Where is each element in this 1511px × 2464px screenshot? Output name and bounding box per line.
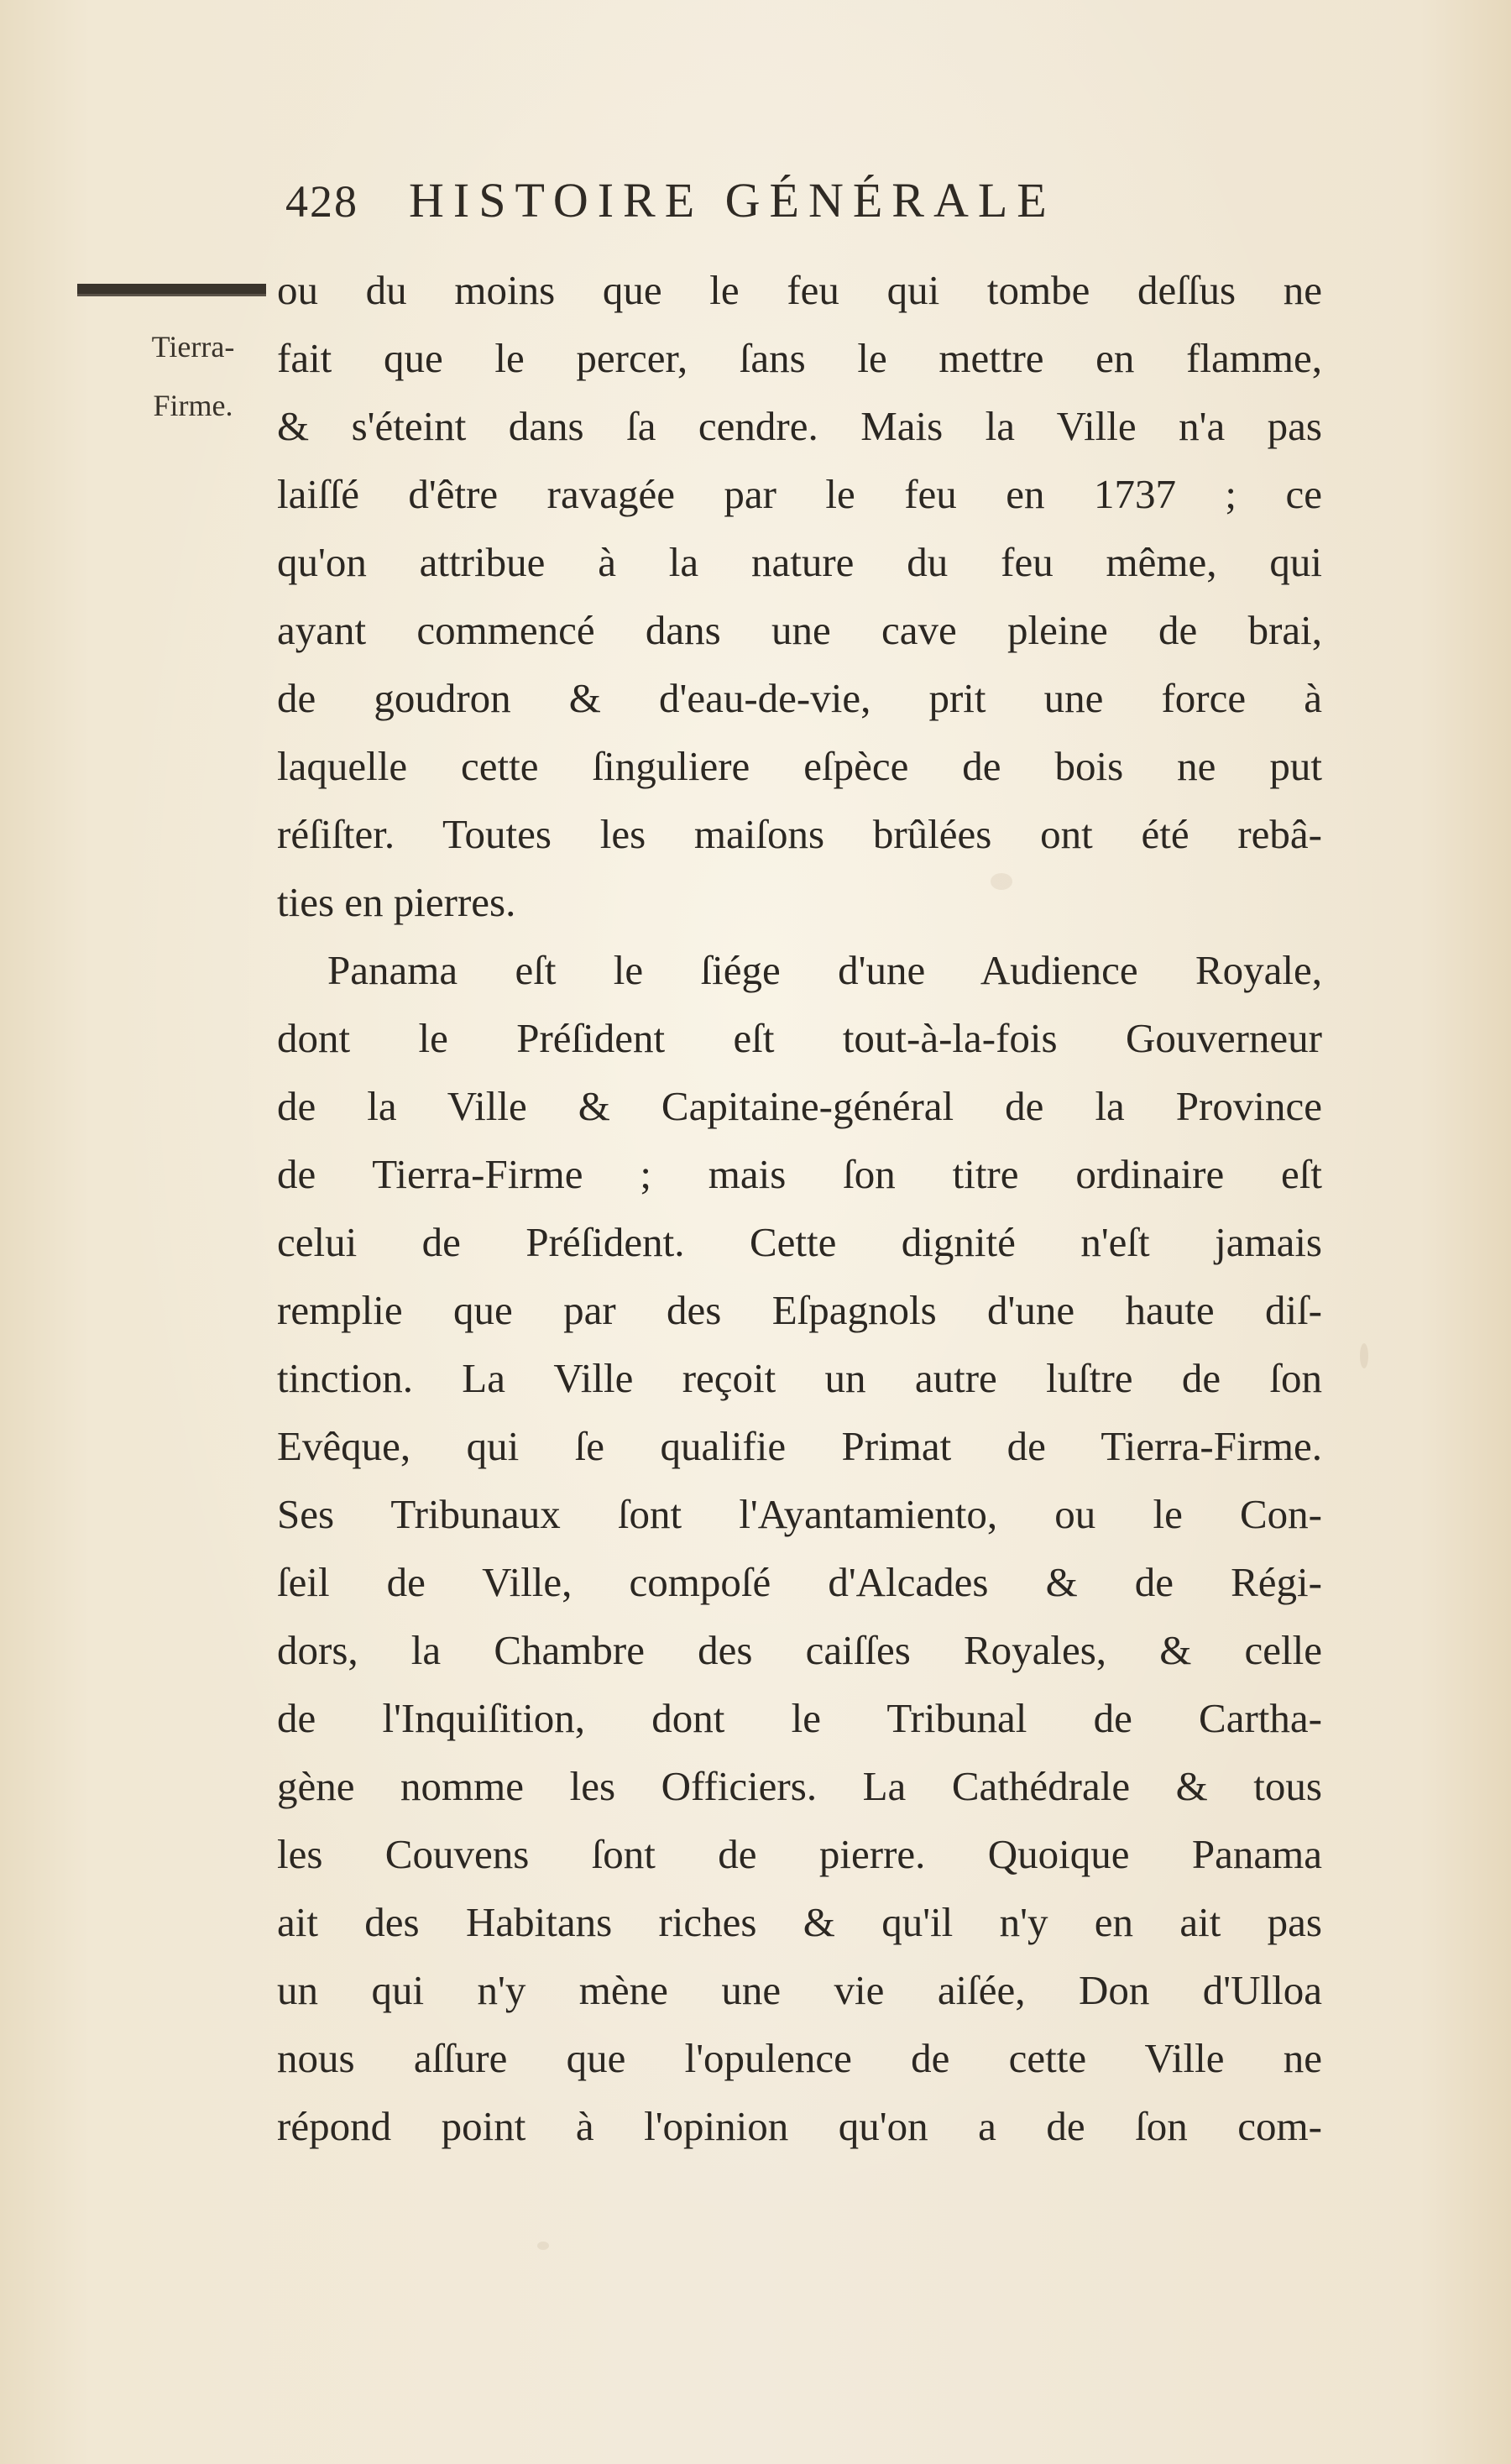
text-line: dors, la Chambre des caiſſes Royales, & celle <box>277 1627 1322 1673</box>
text-line: dont le Préſident eſt tout-à-la-fois Gouverneur <box>277 1015 1322 1061</box>
text-line: tinction. La Ville reçoit un autre luſtre de ſon <box>277 1355 1322 1401</box>
text-line: celui de Préſident. Cette dignité n'eſt jamais <box>277 1219 1322 1265</box>
margin-note-line: Tierra- <box>151 330 235 364</box>
paper-stain <box>1360 1343 1368 1368</box>
text-line: répond point à l'opinion qu'on a de ſon com- <box>277 2103 1322 2149</box>
paper-stain <box>537 2242 549 2250</box>
text-line: qu'on attribue à la nature du feu même, qui <box>277 539 1322 585</box>
text-line: Panama eſt le ſiége d'une Audience Royale, <box>327 947 1322 993</box>
text-line: nous aſſure que l'opulence de cette Ville ne <box>277 2035 1322 2081</box>
text-line: remplie que par des Eſpagnols d'une haute diſ- <box>277 1287 1322 1333</box>
text-line: réſiſter. Toutes les maiſons brûlées ont été rebâ- <box>277 811 1322 857</box>
text-line: de Tierra-Firme ; mais ſon titre ordinaire eſt <box>277 1151 1322 1197</box>
text-line: fait que le percer, ſans le mettre en flamme, <box>277 335 1322 381</box>
text-line: Evêque, qui ſe qualifie Primat de Tierra-Firme. <box>277 1423 1322 1469</box>
text-line: ayant commencé dans une cave pleine de brai, <box>277 607 1322 653</box>
text-line: ſeil de Ville, compoſé d'Alcades & de Régi- <box>277 1559 1322 1605</box>
text-line: gène nomme les Officiers. La Cathédrale & tous <box>277 1763 1322 1809</box>
text-line: les Couvens ſont de pierre. Quoique Panama <box>277 1831 1322 1877</box>
text-line: de l'Inquiſition, dont le Tribunal de Cartha- <box>277 1695 1322 1741</box>
text-line: de la Ville & Capitaine-général de la Province <box>277 1083 1322 1129</box>
running-title: HISTOIRE GÉNÉRALE <box>409 173 1056 228</box>
text-line: un qui n'y mène une vie aiſée, Don d'Ulloa <box>277 1967 1322 2013</box>
text-line: ou du moins que le feu qui tombe deſſus ne <box>277 267 1322 313</box>
page-number: 428 <box>285 176 358 227</box>
body-text <box>277 256 1322 2160</box>
text-line: laiſſé d'être ravagée par le feu en 1737 ; ce <box>277 471 1322 517</box>
margin-note-line: Firme. <box>153 389 233 422</box>
text-line: & s'éteint dans ſa cendre. Mais la Ville n'a pas <box>277 403 1322 449</box>
text-line: laquelle cette ſinguliere eſpèce de bois ne put <box>277 743 1322 789</box>
margin-note <box>126 317 260 435</box>
text-line: ait des Habitans riches & qu'il n'y en ait pas <box>277 1899 1322 1945</box>
margin-rule <box>77 284 266 296</box>
text-line: de goudron & d'eau-de-vie, prit une force à <box>277 675 1322 721</box>
text-line: Ses Tribunaux ſont l'Ayantamiento, ou le Con- <box>277 1491 1322 1537</box>
text-line: ties en pierres. <box>277 879 516 925</box>
page-header <box>285 172 1200 239</box>
